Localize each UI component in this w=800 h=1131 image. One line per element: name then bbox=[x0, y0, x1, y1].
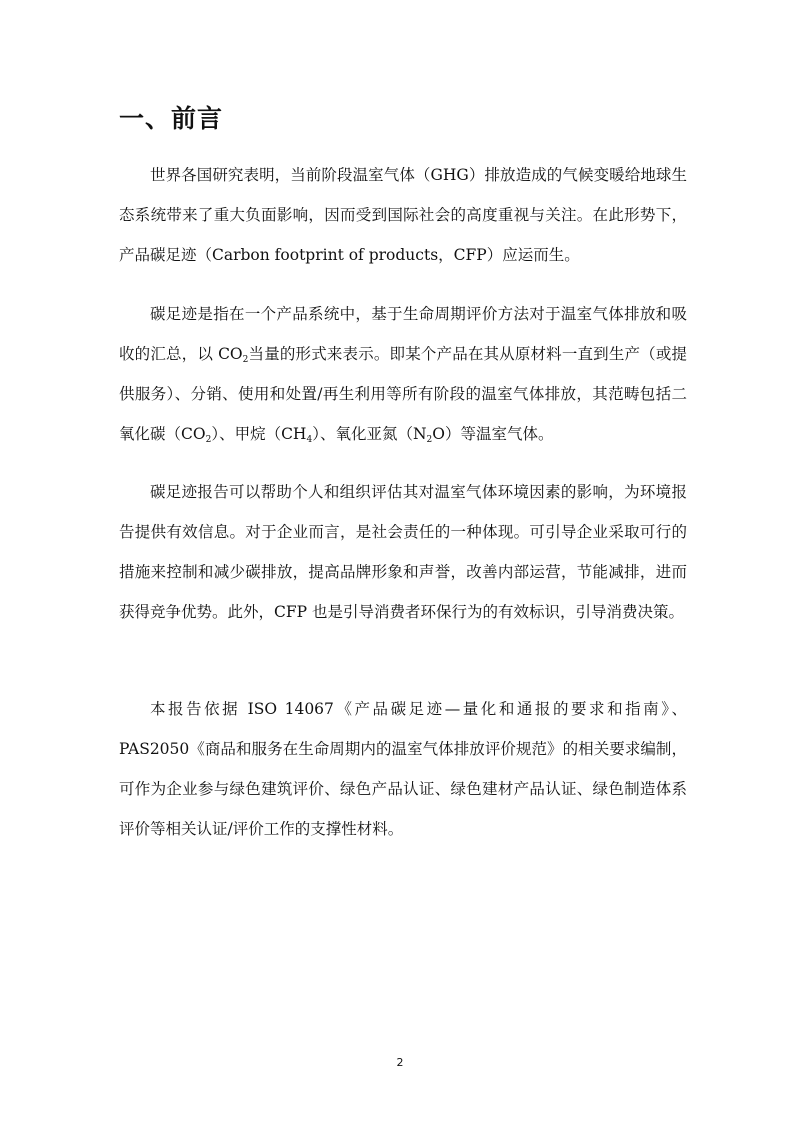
subscript-2: 2 bbox=[242, 355, 249, 365]
paragraph-text-segment: 碳足迹是指在一个产品系统中，基于生命周期评价方法对于温室气体排放和吸收的汇总，以 CO bbox=[119, 305, 687, 363]
page-number: 2 bbox=[396, 1056, 404, 1069]
paragraph-report-benefits: 碳足迹报告可以帮助个人和组织评估其对温室气体环境因素的影响，为环境报告提供有效信息。对于企业而言，是社会责任的一种体现。可引导企业采取可行的措施来控制和减少碳排放，提高品牌形象和声誉，改善内部运营，节能减排，进而获得竞争优势。此外，CFP 也是引导消费者环保行为的有效标识，引导消费决策。 bbox=[119, 483, 687, 621]
subscript-2: 2 bbox=[205, 435, 212, 445]
paragraph-intro: 世界各国研究表明，当前阶段温室气体（GHG）排放造成的气候变暖给地球生态系统带来了重大负面影响，因而受到国际社会的高度重视与关注。在此形势下，产品碳足迹（Carbon footprint of products，CFP）应运而生。 bbox=[119, 166, 687, 264]
section-heading: 一、前言 bbox=[119, 104, 224, 133]
subscript-2: 2 bbox=[426, 435, 433, 445]
paragraph-standards-basis: 本报告依据 ISO 14067《产品碳足迹—量化和通报的要求和指南》、PAS2050《商品和服务在生命周期内的温室气体排放评价规范》的相关要求编制，可作为企业参与绿色建筑评价、绿色产品认证、绿色建材产品认证、绿色制造体系评价等相关认证/评价工作的支撑性材料。 bbox=[119, 700, 687, 838]
subscript-4: 4 bbox=[306, 435, 313, 445]
paragraph-carbon-footprint-definition bbox=[119, 294, 687, 454]
paragraph-text-segment: ）、甲烷（CH bbox=[211, 425, 307, 443]
paragraph-text-segment: 当量的形式来表示。即某个产品在其从原材料一直到生产（或提供服务）、分销、使用和处置/再生利用等所有阶段的温室气体排放，其范畴包括二氧化碳（CO bbox=[119, 345, 687, 443]
paragraph-text-segment: ）、氧化亚氮（N bbox=[312, 425, 427, 443]
paragraph-text-segment: O）等温室气体。 bbox=[432, 425, 554, 443]
